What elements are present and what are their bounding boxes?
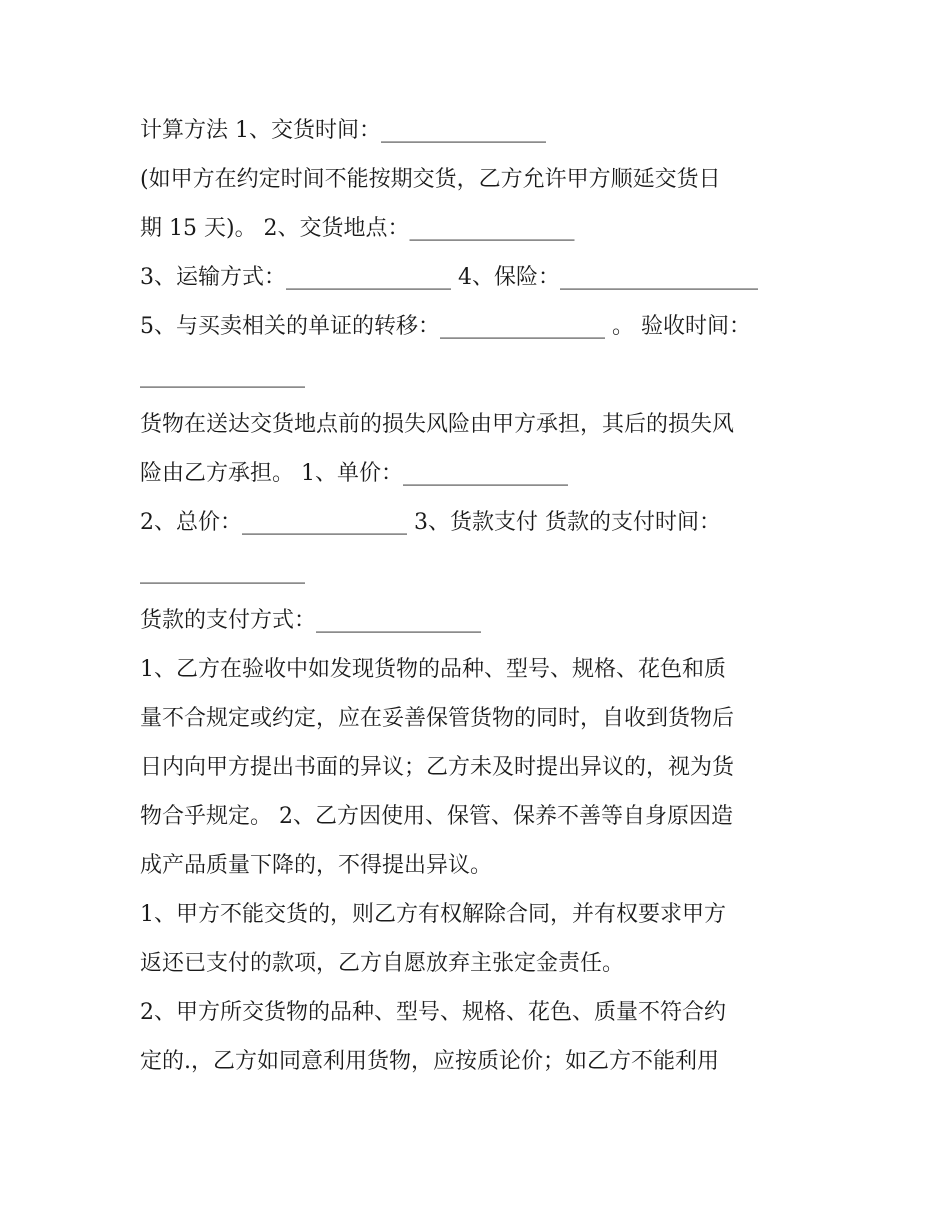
text-line: 3、运输方式：_______________ 4、保险：__________________	[140, 265, 758, 290]
document-body	[140, 106, 820, 1086]
text-line: 货物在送达交货地点前的损失风险由甲方承担，其后的损失风	[140, 412, 735, 437]
text-line: 货款的支付方式：_______________	[140, 608, 482, 633]
text-line: _______________	[140, 363, 305, 388]
text-line: 5、与买卖相关的单证的转移：_______________ 。 验收时间：	[140, 314, 751, 339]
text-line: 2、总价：_______________ 3、货款支付 货款的支付时间：	[140, 510, 721, 535]
text-line: 物合乎规定。 2、乙方因使用、保管、保养不善等自身原因造	[140, 804, 733, 829]
text-line: (如甲方在约定时间不能按期交货，乙方允许甲方顺延交货日	[140, 167, 721, 192]
text-line: 返还已支付的款项，乙方自愿放弃主张定金责任。	[140, 951, 625, 976]
text-line: 成产品质量下降的，不得提出异议。	[140, 853, 493, 878]
text-line: 计算方法 1、交货时间：_______________	[140, 118, 546, 143]
text-line: _______________	[140, 559, 305, 584]
text-line: 期 15 天)。 2、交货地点：_______________	[140, 216, 575, 241]
text-line: 定的.，乙方如同意利用货物，应按质论价；如乙方不能利用	[140, 1049, 719, 1074]
text-line: 2、甲方所交货物的品种、型号、规格、花色、质量不符合约	[140, 1000, 726, 1025]
text-line: 险由乙方承担。 1、单价：_______________	[140, 461, 568, 486]
text-line: 量不合规定或约定，应在妥善保管货物的同时，自收到货物后	[140, 706, 735, 731]
text-line: 1、甲方不能交货的，则乙方有权解除合同，并有权要求甲方	[140, 902, 726, 927]
text-line: 1、乙方在验收中如发现货物的品种、型号、规格、花色和质	[140, 657, 726, 682]
text-line: 日内向甲方提出书面的异议；乙方未及时提出异议的，视为货	[140, 755, 735, 780]
